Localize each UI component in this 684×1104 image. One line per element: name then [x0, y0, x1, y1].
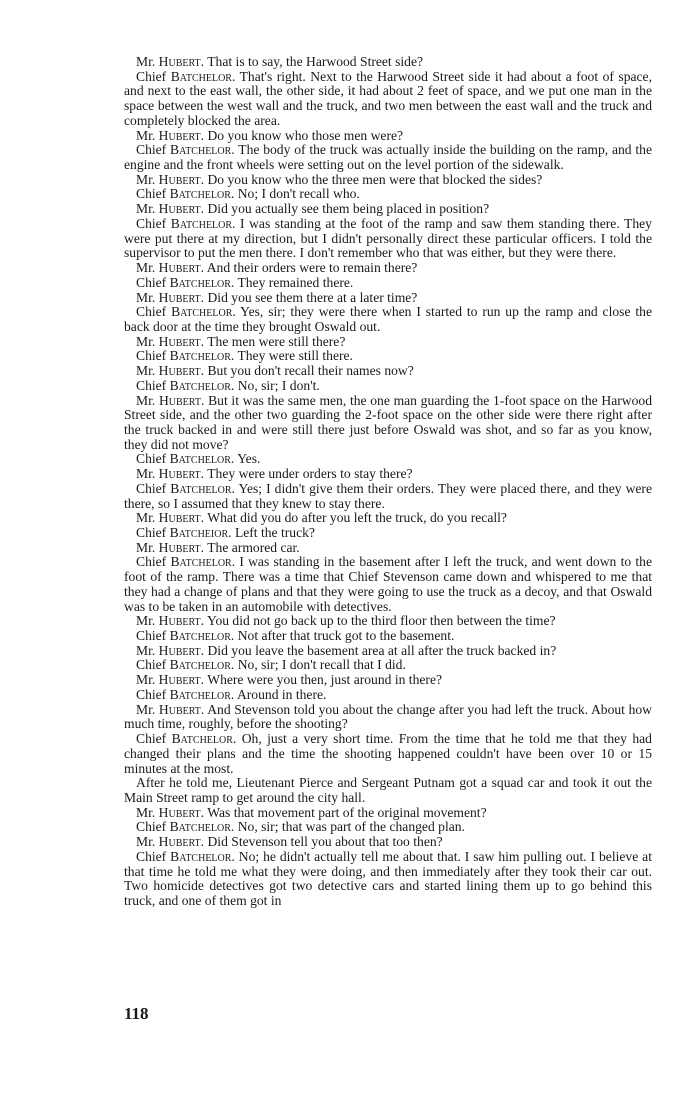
paragraph-text: Around in there.	[236, 686, 327, 702]
paragraph-text: Left the truck?	[234, 525, 315, 540]
speaker-label	[136, 172, 204, 187]
speaker-title: Mr.	[136, 466, 156, 482]
speaker-name: Hubert.	[158, 392, 205, 408]
speaker-title: Chief	[136, 657, 167, 673]
testimony-paragraph	[124, 291, 652, 306]
speaker-title: Mr.	[136, 363, 156, 379]
speaker-name: Batchelor.	[170, 554, 236, 570]
testimony-page	[124, 55, 652, 909]
speaker-name: Hubert.	[158, 127, 205, 143]
speaker-label	[136, 348, 234, 363]
testimony-paragraph	[124, 644, 652, 659]
speaker-name: Hubert.	[158, 289, 205, 305]
speaker-label	[136, 849, 235, 864]
speaker-name: Hubert.	[158, 642, 205, 658]
paragraph-text: But you don't recall their names now?	[207, 363, 414, 379]
paragraph-text: Yes.	[237, 451, 261, 467]
paragraph-text: Do you know who those men were?	[207, 127, 404, 143]
paragraph-text: That's right. Next to the Harwood Street side it had about a foot of space, and next to the east wall, the other side, it had about 2 feet of space, and we put one man in the space between the west wall and the truck, and two men between the east wall and the truck and completely blocked the area.	[124, 68, 652, 128]
speaker-label	[136, 613, 204, 628]
speaker-name: Batchelor.	[169, 274, 235, 290]
testimony-paragraph	[124, 452, 652, 467]
testimony-paragraph	[124, 658, 652, 673]
speaker-name: Batchelor.	[169, 657, 235, 673]
paragraph-text: No; I don't recall who.	[237, 186, 360, 202]
testimony-paragraph	[124, 732, 652, 776]
paragraph-text: The armored car.	[207, 539, 300, 555]
speaker-label	[136, 481, 235, 496]
speaker-label	[136, 216, 235, 231]
paragraph-text: Do you know who the three men were that blocked the sides?	[207, 171, 543, 187]
testimony-paragraph	[124, 349, 652, 364]
speaker-title: Chief	[136, 628, 167, 644]
speaker-label	[136, 128, 204, 143]
speaker-name: Batchelor.	[169, 348, 235, 364]
speaker-label	[136, 702, 204, 717]
testimony-paragraph	[124, 541, 652, 556]
testimony-paragraph	[124, 673, 652, 688]
speaker-name: Batchelor.	[169, 628, 235, 644]
speaker-name: Hubert.	[158, 260, 205, 276]
testimony-paragraph	[124, 806, 652, 821]
speaker-label	[136, 69, 235, 84]
speaker-title: Chief	[136, 304, 167, 320]
speaker-label	[136, 834, 204, 849]
speaker-name: Hubert.	[158, 54, 205, 69]
speaker-title: Mr.	[136, 539, 156, 555]
testimony-paragraph	[124, 364, 652, 379]
speaker-name: Batchelor.	[169, 686, 235, 702]
speaker-label	[136, 510, 204, 525]
speaker-title: Mr.	[136, 127, 156, 143]
speaker-label	[136, 378, 234, 393]
speaker-label	[136, 540, 204, 555]
speaker-name: Batchelor.	[170, 68, 236, 84]
paragraph-text: I was standing at the foot of the ramp and saw them standing there. They were put there at my direction, but I didn't personally direct these particular officers. I told the supervisor to put the men there. I don't remember who that was either, but they were there.	[124, 215, 652, 261]
speaker-label	[136, 687, 234, 702]
speaker-title: Mr.	[136, 510, 156, 526]
speaker-title: Mr.	[136, 289, 156, 305]
testimony-paragraph	[124, 217, 652, 261]
speaker-label	[136, 819, 234, 834]
testimony-paragraph	[124, 614, 652, 629]
speaker-name: Batchelor.	[170, 480, 235, 496]
paragraph-text: Oh, just a very short time. From the time that he told me that they had changed their plans and the time the shooting happened couldn't have been over 10 or 15 minutes at the most.	[124, 731, 652, 776]
speaker-title: Mr.	[136, 171, 156, 187]
paragraph-text: The body of the truck was actually inside the building on the ramp, and the engine and the front wheels were setting out on the level portion of the sidewalk.	[124, 142, 652, 173]
speaker-label	[136, 334, 204, 349]
speaker-label	[136, 393, 204, 408]
speaker-name: Batchelor.	[170, 215, 236, 231]
paragraph-text: And Stevenson told you about the change after you had left the truck. About how much time, roughly, before the shooting?	[124, 701, 652, 732]
speaker-label	[136, 260, 204, 275]
testimony-paragraph	[124, 526, 652, 541]
paragraph-text: No, sir; I don't.	[237, 377, 320, 393]
speaker-title: Chief	[136, 348, 167, 364]
speaker-title: Chief	[136, 215, 167, 231]
speaker-label	[136, 201, 204, 216]
paragraph-text: The men were still there?	[207, 333, 346, 349]
paragraph-text: I was standing in the basement after I left the truck, and went down to the foot of the ramp. There was a time that Chief Stevenson came down and whispered to me that they had a change of plans and that they were going to use the truck as a decoy, and that Oswald was to be taken in an automobile with detectives.	[124, 554, 652, 614]
speaker-title: Mr.	[136, 672, 156, 688]
paragraph-text: Yes; I didn't give them their orders. They were placed there, and they were there, so I assumed that they knew to stay there.	[124, 480, 652, 511]
speaker-name: Hubert.	[158, 539, 205, 555]
speaker-name: Batchelor.	[169, 377, 235, 393]
testimony-paragraph	[124, 703, 652, 732]
speaker-name: Hubert.	[158, 333, 205, 349]
speaker-title: Chief	[136, 274, 167, 290]
speaker-label	[136, 525, 232, 540]
testimony-paragraph	[124, 143, 652, 172]
speaker-title: Chief	[136, 377, 167, 393]
testimony-paragraph	[124, 261, 652, 276]
testimony-paragraph	[124, 202, 652, 217]
speaker-label	[136, 466, 204, 481]
speaker-label	[136, 643, 204, 658]
speaker-label	[136, 142, 235, 157]
testimony-paragraph	[124, 482, 652, 511]
paragraph-text: Was that movement part of the original movement?	[207, 804, 487, 820]
testimony-paragraph	[124, 850, 652, 909]
speaker-name: Hubert.	[158, 613, 205, 629]
speaker-title: Mr.	[136, 701, 156, 717]
speaker-title: Mr.	[136, 201, 156, 217]
speaker-label	[136, 657, 234, 672]
speaker-label	[136, 554, 235, 569]
speaker-name: Hubert.	[158, 804, 205, 820]
speaker-name: Hubert.	[158, 466, 205, 482]
speaker-title: Chief	[136, 554, 167, 570]
speaker-title: Chief	[136, 731, 167, 747]
testimony-paragraph	[124, 688, 652, 703]
testimony-paragraph	[124, 70, 652, 129]
speaker-label	[136, 186, 234, 201]
speaker-name: Hubert.	[158, 363, 205, 379]
speaker-label	[136, 451, 234, 466]
testimony-paragraph	[124, 187, 652, 202]
speaker-title: Chief	[136, 686, 167, 702]
speaker-title: Mr.	[136, 54, 156, 69]
speaker-label	[136, 672, 204, 687]
page-number: 118	[124, 1004, 149, 1023]
paragraph-text: That is to say, the Harwood Street side?	[207, 54, 424, 69]
paragraph-text: Yes, sir; they were there when I started to run up the ramp and close the back door at the time they brought Oswald out.	[124, 304, 652, 334]
paragraph-text: Not after that truck got to the basement.	[237, 628, 455, 644]
speaker-name: Batchelor.	[171, 304, 236, 320]
speaker-name: Hubert.	[158, 701, 205, 717]
paragraph-text: They were still there.	[237, 348, 353, 364]
speaker-name: Batchelor.	[169, 819, 235, 835]
speaker-title: Chief	[136, 480, 167, 496]
speaker-label	[136, 304, 236, 319]
speaker-label	[136, 731, 236, 746]
testimony-paragraph	[124, 379, 652, 394]
speaker-name: Batchelor.	[169, 186, 235, 202]
speaker-title: Mr.	[136, 613, 156, 629]
testimony-paragraph	[124, 335, 652, 350]
speaker-label	[136, 54, 204, 69]
speaker-title: Chief	[136, 68, 167, 84]
paragraph-text: You did not go back up to the third floor then between the time?	[206, 613, 556, 629]
speaker-title: Chief	[136, 525, 167, 540]
testimony-paragraph	[124, 129, 652, 144]
testimony-paragraph	[124, 467, 652, 482]
speaker-name: Batchelor.	[171, 731, 237, 747]
paragraph-text: Did you leave the basement area at all after the truck backed in?	[207, 642, 557, 658]
speaker-name: Hubert.	[158, 672, 205, 688]
speaker-label	[136, 805, 204, 820]
testimony-paragraph	[124, 394, 652, 453]
paragraph-text: Where were you then, just around in there?	[207, 672, 443, 688]
speaker-title: Chief	[136, 142, 167, 158]
speaker-title: Mr.	[136, 333, 156, 349]
paragraph-text: Did you see them there at a later time?	[207, 289, 418, 305]
testimony-paragraph	[124, 555, 652, 614]
speaker-title: Chief	[136, 451, 167, 467]
speaker-title: Mr.	[136, 804, 156, 820]
speaker-title: Chief	[136, 819, 167, 835]
speaker-label	[136, 363, 204, 378]
testimony-paragraph	[124, 276, 652, 291]
paragraph-text: No, sir; that was part of the changed plan.	[237, 819, 465, 835]
speaker-title: Mr.	[136, 260, 156, 276]
speaker-name: Hubert.	[158, 171, 205, 187]
speaker-name: Batchelor.	[170, 848, 235, 864]
speaker-name: Hubert.	[158, 201, 205, 217]
speaker-title: Mr.	[136, 642, 156, 658]
paragraph-text: Did Stevenson tell you about that too then?	[207, 834, 443, 850]
paragraph-text: And their orders were to remain there?	[206, 260, 418, 276]
speaker-title: Chief	[136, 186, 167, 202]
speaker-title: Mr.	[136, 392, 156, 408]
speaker-name: Hubert.	[158, 510, 205, 526]
speaker-label	[136, 290, 204, 305]
testimony-paragraph	[124, 305, 652, 334]
testimony-paragraph	[124, 173, 652, 188]
speaker-name: Hubert.	[158, 834, 205, 850]
paragraph-text: But it was the same men, the one man guarding the 1-foot space on the Harwood Street side, and the other two guarding the 2-foot space on the other side were there right after the truck backed in and were still there just before Oswald was shot, and so far as you know, they did not move?	[124, 392, 652, 452]
testimony-paragraph	[124, 820, 652, 835]
testimony-paragraph	[124, 835, 652, 850]
testimony-paragraph	[124, 511, 652, 526]
speaker-name: Batchelor.	[169, 451, 235, 467]
paragraph-text: Did you actually see them being placed in position?	[207, 201, 490, 217]
testimony-paragraph	[124, 629, 652, 644]
paragraph-text: No, sir; I don't recall that I did.	[237, 657, 406, 673]
paragraph-text: They remained there.	[237, 274, 354, 290]
continuation-paragraph	[124, 776, 652, 805]
speaker-name: Batchelor.	[170, 142, 235, 158]
speaker-label	[136, 628, 234, 643]
paragraph-text: They were under orders to stay there?	[207, 466, 413, 482]
paragraph-text: What did you do after you left the truck, do you recall?	[207, 510, 507, 526]
speaker-name: Batcheior.	[169, 525, 232, 540]
testimony-paragraph	[124, 55, 652, 70]
speaker-label	[136, 275, 234, 290]
paragraph-text: No; he didn't actually tell me about that. I saw him pulling out. I believe at that time he told me what they were doing, and then immediately after they took their car out. Two homicide detectives got two detective cars and started lining them up to go behind this truck, and one of them got in	[124, 848, 652, 908]
speaker-title: Chief	[136, 848, 167, 864]
paragraph-text: After he told me, Lieutenant Pierce and Sergeant Putnam got a squad car and took it out the Main Street ramp to get around the city hall.	[124, 775, 652, 805]
speaker-title: Mr.	[136, 834, 156, 850]
